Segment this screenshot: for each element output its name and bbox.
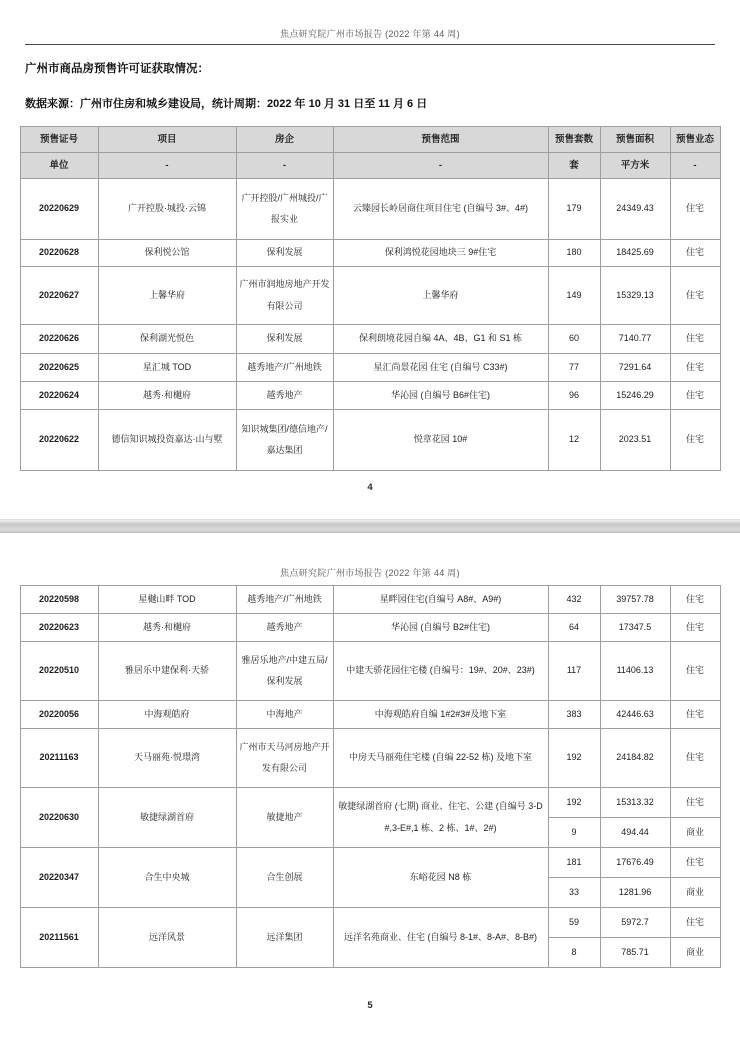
cell-area: 785.71 (600, 938, 670, 968)
cell-units: 64 (548, 614, 600, 642)
cell-type: 住宅 (670, 848, 720, 878)
unit-cell: - (98, 153, 236, 179)
cell-type: 住宅 (670, 788, 720, 818)
col-header-developer: 房企 (236, 127, 333, 153)
cell-area: 24184.82 (600, 729, 670, 788)
cell-scope: 中房天马丽苑住宅楼 (自编 22-52 栋) 及地下室 (333, 729, 548, 788)
cell-type: 住宅 (670, 382, 720, 410)
cell-developer: 中海地产 (236, 701, 333, 729)
table-row (20, 354, 720, 382)
cell-type: 住宅 (670, 729, 720, 788)
cell-developer: 越秀地产 (236, 614, 333, 642)
cell-scope: 保利朗境花园自编 4A、4B、G1 和 S1 栋 (333, 325, 548, 354)
cell-type: 住宅 (670, 267, 720, 325)
table-row (20, 410, 720, 471)
cell-area: 15246.29 (600, 382, 670, 410)
col-header-units: 预售套数 (548, 127, 600, 153)
cell-type: 住宅 (670, 179, 720, 240)
cell-type: 住宅 (670, 701, 720, 729)
cell-permit-id: 20220627 (20, 267, 98, 325)
cell-units: 149 (548, 267, 600, 325)
cell-permit-id: 20220624 (20, 382, 98, 410)
table-row (20, 267, 720, 325)
cell-units: 117 (548, 642, 600, 701)
cell-project: 中海观皓府 (98, 701, 236, 729)
page-number: 5 (367, 1000, 373, 1011)
cell-type: 商业 (670, 818, 720, 848)
header-rule (25, 44, 715, 45)
presale-table-page4 (20, 126, 721, 471)
cell-project: 合生中央城 (98, 848, 236, 908)
cell-area: 15329.13 (600, 267, 670, 325)
cell-units: 180 (548, 240, 600, 267)
unit-cell: 套 (548, 153, 600, 179)
cell-type: 住宅 (670, 410, 720, 471)
table-row (20, 325, 720, 354)
cell-area: 494.44 (600, 818, 670, 848)
cell-scope: 东峪花园 N8 栋 (333, 848, 548, 908)
cell-scope: 中建天骄花园住宅楼 (自编号：19#、20#、23#) (333, 642, 548, 701)
cell-area: 18425.69 (600, 240, 670, 267)
cell-permit-id: 20220623 (20, 614, 98, 642)
cell-units: 432 (548, 586, 600, 614)
table-row (20, 642, 720, 701)
cell-permit-id: 20211561 (20, 908, 98, 968)
cell-units: 60 (548, 325, 600, 354)
cell-scope: 悦章花园 10# (333, 410, 548, 471)
cell-developer: 广州市天马河房地产开发有限公司 (236, 729, 333, 788)
data-source-line: 数据来源：广州市住房和城乡建设局，统计周期：2022 年 10 月 31 日至 11 月 6 日 (25, 98, 428, 110)
cell-units: 181 (548, 848, 600, 878)
cell-permit-id: 20220630 (20, 788, 98, 848)
cell-area: 42446.63 (600, 701, 670, 729)
running-header: 焦点研究院广州市场报告 (2022 年第 44 周) (280, 29, 460, 39)
cell-permit-id: 20220347 (20, 848, 98, 908)
col-header-scope: 预售范围 (333, 127, 548, 153)
cell-type: 住宅 (670, 240, 720, 267)
cell-scope: 上馨华府 (333, 267, 548, 325)
cell-permit-id: 20220628 (20, 240, 98, 267)
cell-units: 96 (548, 382, 600, 410)
cell-permit-id: 20220629 (20, 179, 98, 240)
table-row (20, 848, 720, 878)
unit-cell: 平方米 (600, 153, 670, 179)
cell-project: 雅居乐中建保利·天骄 (98, 642, 236, 701)
col-header-permit-id: 预售证号 (20, 127, 98, 153)
cell-project: 上馨华府 (98, 267, 236, 325)
cell-permit-id: 20220056 (20, 701, 98, 729)
cell-type: 住宅 (670, 354, 720, 382)
col-header-area: 预售面积 (600, 127, 670, 153)
cell-permit-id: 20220626 (20, 325, 98, 354)
col-header-project: 项目 (98, 127, 236, 153)
cell-project: 越秀·和樾府 (98, 614, 236, 642)
cell-scope: 华沁园 (自编号 B2#住宅) (333, 614, 548, 642)
section-title: 广州市商品房预售许可证获取情况： (25, 63, 209, 75)
cell-developer: 敏捷地产 (236, 788, 333, 848)
report-page-5 (0, 533, 740, 1052)
cell-area: 39757.78 (600, 586, 670, 614)
cell-developer: 合生创展 (236, 848, 333, 908)
cell-type: 住宅 (670, 325, 720, 354)
page-separator (0, 519, 740, 533)
cell-developer: 广开控股/广州城投/广报实业 (236, 179, 333, 240)
table-row (20, 179, 720, 240)
cell-units: 8 (548, 938, 600, 968)
cell-area: 17347.5 (600, 614, 670, 642)
cell-project: 远洋风景 (98, 908, 236, 968)
cell-units: 383 (548, 701, 600, 729)
cell-scope: 星汇尚景花园 住宅 (自编号 C33#) (333, 354, 548, 382)
cell-scope: 敏捷绿湖首府 (七期) 商业、住宅、公建 (自编号 3-D#,3-E#,1 栋、2 栋、1#、2#) (333, 788, 548, 848)
cell-area: 1281.96 (600, 878, 670, 908)
cell-project: 越秀·和樾府 (98, 382, 236, 410)
cell-developer: 越秀地产 (236, 382, 333, 410)
cell-permit-id: 20211163 (20, 729, 98, 788)
report-page-4 (0, 0, 740, 519)
cell-scope: 华沁园 (自编号 B6#住宅) (333, 382, 548, 410)
cell-area: 24349.43 (600, 179, 670, 240)
cell-area: 7140.77 (600, 325, 670, 354)
table-row (20, 614, 720, 642)
cell-scope: 星畔园住宅(自编号 A8#、A9#) (333, 586, 548, 614)
table-row (20, 701, 720, 729)
cell-developer: 越秀地产/广州地铁 (236, 354, 333, 382)
cell-project: 广开控股·城投·云锦 (98, 179, 236, 240)
cell-units: 77 (548, 354, 600, 382)
cell-permit-id: 20220625 (20, 354, 98, 382)
unit-cell: - (333, 153, 548, 179)
cell-units: 12 (548, 410, 600, 471)
cell-area: 17676.49 (600, 848, 670, 878)
cell-units: 33 (548, 878, 600, 908)
cell-scope: 远洋名苑商业、住宅 (自编号 8-1#、8-A#、8-B#) (333, 908, 548, 968)
table-header-row (20, 127, 720, 153)
cell-project: 星汇城 TOD (98, 354, 236, 382)
cell-area: 11406.13 (600, 642, 670, 701)
unit-cell: 单位 (20, 153, 98, 179)
unit-cell: - (670, 153, 720, 179)
cell-area: 15313.32 (600, 788, 670, 818)
cell-type: 住宅 (670, 614, 720, 642)
cell-scope: 中海观皓府自编 1#2#3#及地下室 (333, 701, 548, 729)
table-row (20, 729, 720, 788)
cell-permit-id: 20220510 (20, 642, 98, 701)
cell-units: 9 (548, 818, 600, 848)
table-row (20, 586, 720, 614)
cell-type: 商业 (670, 878, 720, 908)
cell-developer: 远洋集团 (236, 908, 333, 968)
cell-type: 住宅 (670, 586, 720, 614)
cell-project: 星樾山畔 TOD (98, 586, 236, 614)
cell-type: 住宅 (670, 908, 720, 938)
cell-units: 192 (548, 729, 600, 788)
cell-project: 敏捷绿湖首府 (98, 788, 236, 848)
cell-developer: 广州市润地房地产开发有限公司 (236, 267, 333, 325)
cell-units: 59 (548, 908, 600, 938)
cell-scope: 云臻园长岭居商住项目住宅 (自编号 3#、4#) (333, 179, 548, 240)
unit-cell: - (236, 153, 333, 179)
table-units-row (20, 153, 720, 179)
cell-developer: 越秀地产/广州地铁 (236, 586, 333, 614)
cell-developer: 保利发展 (236, 325, 333, 354)
cell-area: 2023.51 (600, 410, 670, 471)
cell-developer: 雅居乐地产/中建五局/保利发展 (236, 642, 333, 701)
cell-project: 天马丽苑·悦璟湾 (98, 729, 236, 788)
running-header: 焦点研究院广州市场报告 (2022 年第 44 周) (280, 568, 460, 578)
cell-scope: 保利鸿悦花园地块三 9#住宅 (333, 240, 548, 267)
table-row (20, 240, 720, 267)
cell-type: 商业 (670, 938, 720, 968)
col-header-type: 预售业态 (670, 127, 720, 153)
cell-permit-id: 20220622 (20, 410, 98, 471)
cell-permit-id: 20220598 (20, 586, 98, 614)
cell-units: 179 (548, 179, 600, 240)
page-number: 4 (367, 482, 373, 493)
cell-developer: 知识城集团/德信地产/嘉达集团 (236, 410, 333, 471)
cell-type: 住宅 (670, 642, 720, 701)
cell-developer: 保利发展 (236, 240, 333, 267)
cell-units: 192 (548, 788, 600, 818)
cell-project: 保利悦公馆 (98, 240, 236, 267)
table-row (20, 382, 720, 410)
cell-project: 德信知识城投资嘉达·山与墅 (98, 410, 236, 471)
cell-area: 7291.64 (600, 354, 670, 382)
presale-table-page5 (20, 585, 721, 968)
cell-project: 保利湖光悦色 (98, 325, 236, 354)
table-row (20, 908, 720, 938)
cell-area: 5972.7 (600, 908, 670, 938)
table-row (20, 788, 720, 818)
